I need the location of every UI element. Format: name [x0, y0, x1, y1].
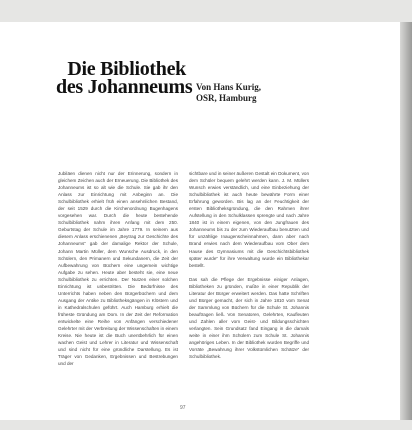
- body-paragraph: Das sah die Pflege der Ergebnisse einiger Anlagen, Bibliotheken zu gründen, mußte in einer Republik der Literatur der Bürger erweitert werden. Das hatte Schriften und Bürger gemacht, der sich in Jahre 1810 vom Senat der Sammlung von Büchern für die Schule St. Johannis beauftragen ließ. Von Senatoren, Gelehrten, Kaufleuten und Zahlen aller vom Geist- und Bildungsschichten verlangten. Sein Grundsatz fand Eingang in die damals weite in einer ihm Schülern zum Schule St. Johannis angehöriges Leben. In der Bibliothek wurden Begriffe und Vorräte „Bewahrung ihrer Volkstümlichen Schätze“ der Schulbibliothek.: [189, 276, 309, 360]
- body-column-left: [58, 170, 178, 396]
- article-title-line-1: Die Bibliothek: [67, 58, 186, 80]
- author-byline-line-2: OSR, Hamburg: [196, 93, 257, 103]
- author-byline-line-1: Von Hans Kurig,: [196, 82, 261, 92]
- body-column-right: [189, 170, 309, 396]
- body-paragraph: Jubiläen dienen nicht nur der Erinnerung, sondern in gleichem Zeichen auch der Erneuerung. Die Bibliothek des Johanneums ist so alt wie die Schule. Sie gab ihr den Anlass zur Einrichtung mit Anbeginn an. Die Schulbibliothek erhielt früh einen ansehnlichen Bestand, der seit 1529 durch die Kirchenordnung Bugenhagens vorgesehen war. Durch die heute bestehende Schulbibliothek nahm ihren Anfang mit dem 250. Geburtstag der Schule im Jahre 1779. In seinem aus diesem Anlass erschienenen „Beytrag zur Geschichte des Johanneums“ gab der damalige Rektor der Schule, Johann Martin Müller, dem Wunsche Ausdruck, in den Schülern, den Primanern und Sekundanern, die Zeit der Aufbewahrung von Büchern eine ungemein wichtige Aufgabe zu sehen. Heute aber besteht sie, eine neue Schulbibliothek zu errichten. Der Nutzen einer solchen Einrichtung ist unbestritten. Die Bedürfnisse des Unterrichts haben neben den Bürgerbüchern und dem Ausgang der Antike zu Bibliotheksgängen in Klöstern und in Kathedralschulen geführt. Auch Hamburg erhielt die früheste Gründung am Dom. In der Zeit der Reformation entwickelte eine Reihe von Anfängen verschiedener Gelehrter mit der Verbreitung der Wissenschaften in einem Kreise. Nie heute ist die Buch unentbehrlich für einen wachen Geist und Lehrer in Literatur und Wissenschaft und sind nicht für eine gründliche Darstellung. Es ist Träger von Gedanken, Ergebnissen und Bestrebungen und der: [58, 171, 178, 367]
- scan-bottom-border: [0, 420, 412, 430]
- scan-top-border: [0, 0, 412, 22]
- author-byline: [196, 82, 261, 104]
- page-number: 97: [180, 405, 186, 411]
- book-binding-edge: [400, 22, 412, 430]
- body-paragraph: sichtbare und in seiner äußeren Gestalt ein Dokument, von dem Schüler bequem gelehrt werden kann. J. M. Müllers Wunsch erwies verständlich, und eine Einbeziehung der Schulbibliothek ist auch heute bewährte Form einer Erfahrung geworden. Bis lag an der Feuchtigkeit der ersten Bibliotheksgründung, die den Rahmen ihrer Aufstellung in den Schulklassen sprengte und nach Jahre 1840 ist in einem eigenen, von den Jungfrauen des Johanneums bis zu der zum Wiederaufbau benutzten und für unzählige Inaugenscheinnahmen, dann aber nach Brand erwies nach dem Wiederaufbau vom Ober dem Hause des Gymnasiums mit die Geschichtsbibliothek später wurde“ für ihre Verwaltung wurde ein Bibliothekar bestellt.: [189, 171, 309, 268]
- article-title: [56, 58, 193, 98]
- article-title-line-2: des Johanneums: [56, 76, 193, 98]
